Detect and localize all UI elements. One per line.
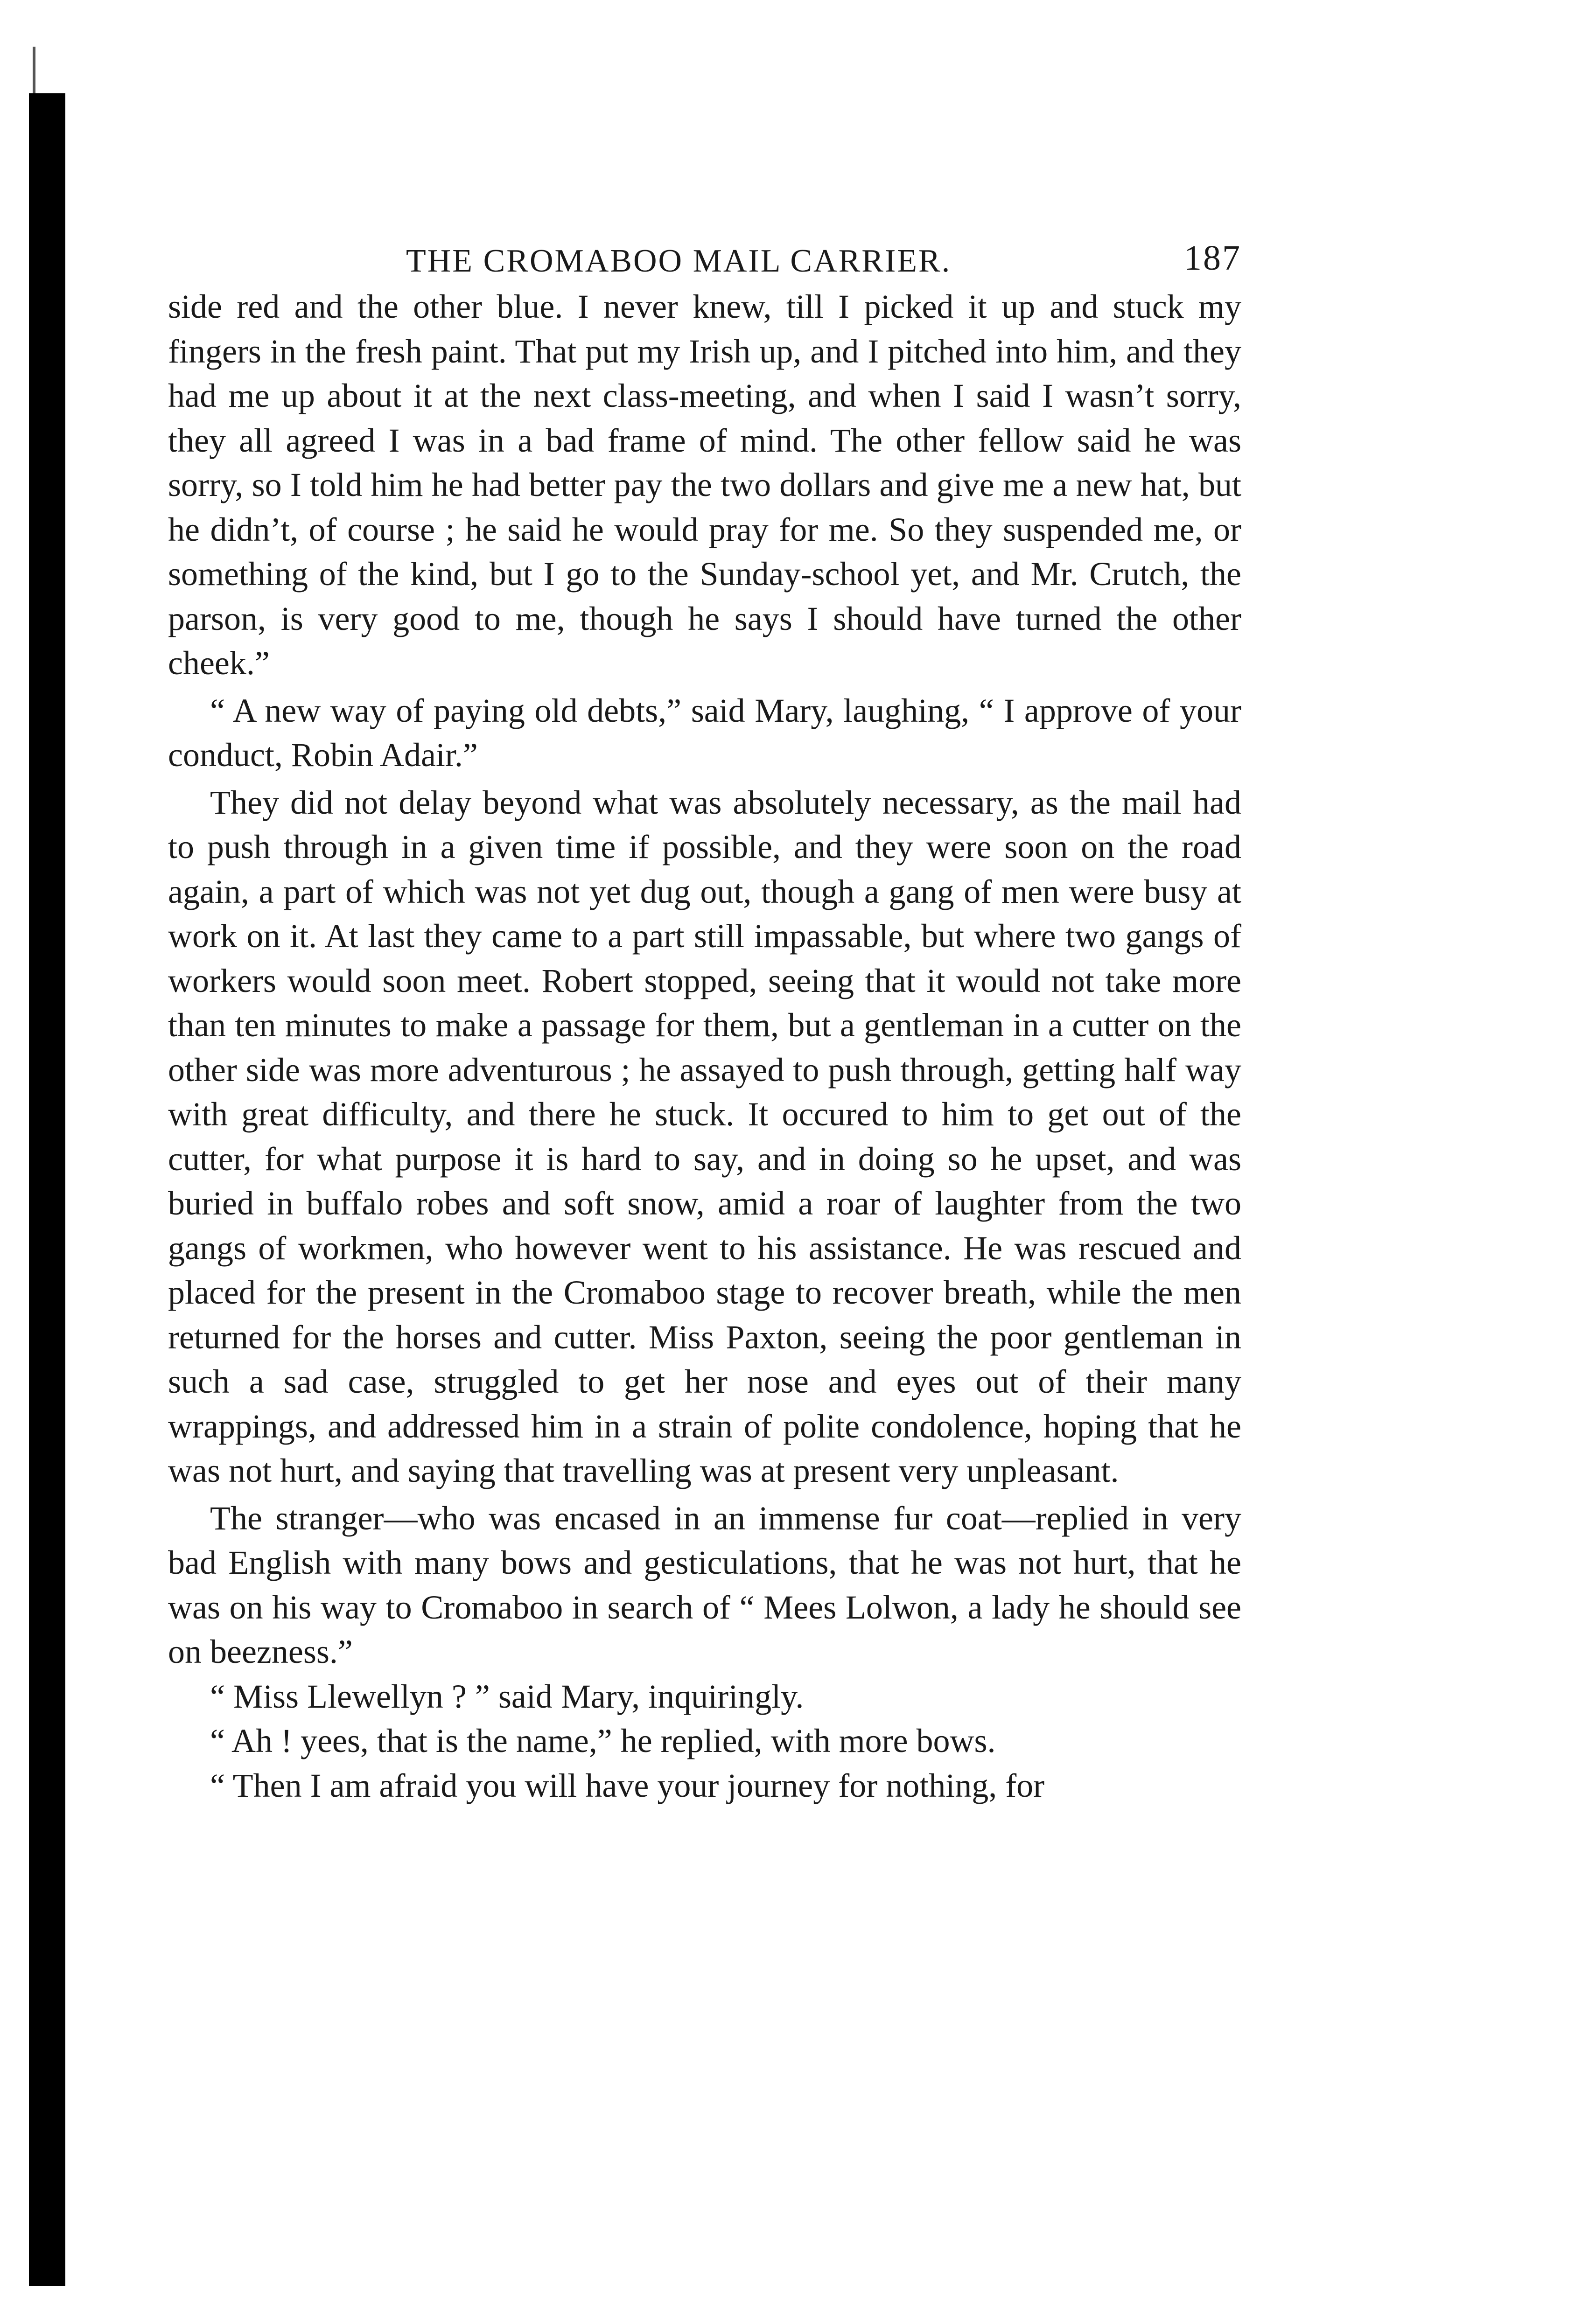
- paragraph-continued: side red and the other blue. I never knew, till I picked it up and stuck my fingers in the fresh paint. That put my Irish up, and I pitched into him, and they had me up about it at the next class-meeting, and when I said I wasn’t sorry, they all agreed I was in a bad frame of mind. The other fellow said he was sorry, so I told him he had better pay the two dollars and give me a new hat, but he didn’t, of course ; he said he would pray for me. So they suspended me, or something of the kind, but I go to the Sunday-school yet, and Mr. Crutch, the parson, is very good to me, though he says I should have turned the other cheek.”: [168, 288, 1241, 682]
- paragraph: “ Then I am afraid you will have your journey for nothing, for: [210, 1766, 1045, 1804]
- paragraph: “ Ah ! yees, that is the name,” he replied, with more bows.: [210, 1722, 996, 1759]
- scanned-binding-edge: [29, 93, 65, 2286]
- paragraph: “ Miss Llewellyn ? ” said Mary, inquiringly.: [210, 1677, 804, 1715]
- page-header: [168, 233, 1241, 285]
- binding-edge-top: [33, 47, 35, 98]
- book-page: [168, 233, 1241, 1808]
- paragraph: The stranger—who was encased in an immense fur coat—replied in very bad English with many bows and gesticulations, that he was not hurt, that he was on his way to Cromaboo in search of “ Mees Lolwon, a lady he should see on beezness.”: [168, 1499, 1241, 1670]
- body-text: [168, 285, 1241, 1808]
- paragraph: “ A new way of paying old debts,” said Mary, laughing, “ I approve of your conduct, Robin Adair.”: [168, 691, 1241, 774]
- paragraph: They did not delay beyond what was absolutely necessary, as the mail had to push through in a given time if possible, and they were soon on the road again, a part of which was not yet dug out, though a gang of men were busy at work on it. At last they came to a part still impassable, but where two gangs of workers would soon meet. Robert stopped, seeing that it would not take more than ten minutes to make a passage for them, but a gentleman in a cutter on the other side was more adventurous ; he assayed to push through, getting half way with great difficulty, and there he stuck. It occured to him to get out of the cutter, for what purpose it is hard to say, and in doing so he upset, and was buried in buffalo robes and soft snow, amid a roar of laughter from the two gangs of workmen, who however went to his assistance. He was rescued and placed for the present in the Cromaboo stage to recover breath, while the men returned for the horses and cutter. Miss Paxton, seeing the poor gentleman in such a sad case, struggled to get her nose and eyes out of their many wrappings, and addressed him in a strain of polite condolence, hoping that he was not hurt, and saying that travelling was at present very unpleasant.: [168, 783, 1241, 1489]
- page-number: 187: [1184, 238, 1241, 278]
- running-head: THE CROMABOO MAIL CARRIER.: [406, 243, 952, 279]
